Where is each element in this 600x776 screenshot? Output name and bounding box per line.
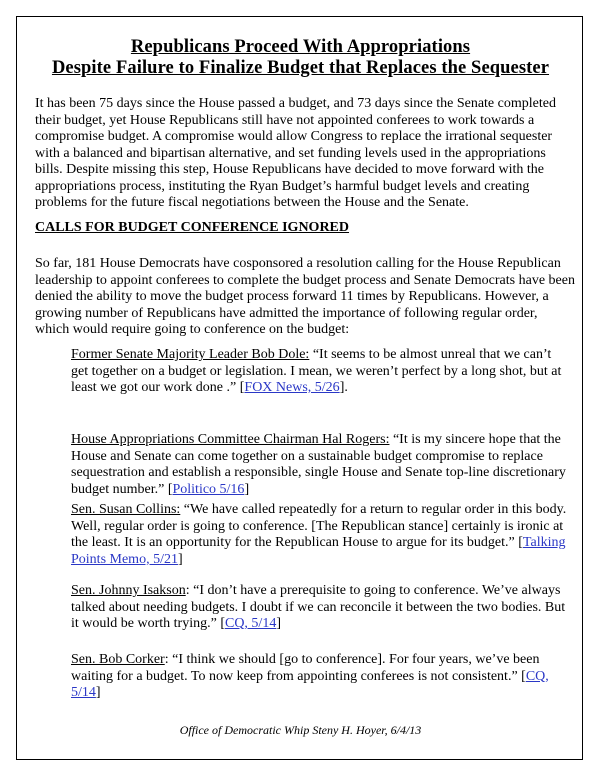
quote-hal-rogers [71, 432, 571, 498]
quote-text: “We have called repeatedly for a return to regular order in this body. Well, regular order is going to conference. [The Republican stance] certainly is ironic at the least. It is an opportunity for the Republican House to argue for its budget.” [71, 502, 567, 550]
quote-speaker: Sen. Bob Corker [71, 652, 165, 667]
quote-text: : “I think we should [go to conference]. For four years, we’ve been waiting for a budget. To now keep from appointing conferees is not consistent.” [71, 652, 540, 684]
quote-speaker: Former Senate Majority Leader Bob Dole: [71, 347, 310, 362]
section-paragraph: So far, 181 House Democrats have cosponsored a resolution calling for the House Republican leadership to appoint conferees to complete the budget process and Senate Democrats have been denied the ability to move the budget process forward 11 times by Republicans. However, a growing number of Republicans have admitted the importance of following regular order, which would require going to conference on the budget: [35, 256, 575, 337]
quote-text: “It seems to be almost unreal that we can’t get together on a budget or legislation. I mean, we weren’t perfect by a long shot, but at least we got our work done .” [71, 347, 562, 395]
footer-attribution: Office of Democratic Whip Steny H. Hoyer, 6/4/13 [179, 723, 422, 737]
source-link[interactable]: Talking Points Memo, 5/21 [71, 535, 566, 567]
quote-text: “It is my sincere hope that the House and Senate can come together on a sustainable budget compromise to replace sequestration and establish a responsible, single House and Senate top-line discretionary budget number.” [71, 432, 566, 497]
quote-susan-collins [71, 502, 571, 568]
section-heading: CALLS FOR BUDGET CONFERENCE IGNORED [35, 220, 350, 235]
quote-bracket-close: ] [276, 616, 281, 631]
quote-bob-dole [71, 347, 571, 397]
document-page [16, 16, 583, 760]
quote-speaker: House Appropriations Committee Chairman Hal Rogers: [71, 432, 390, 447]
source-link[interactable]: Politico 5/16 [172, 481, 245, 497]
intro-paragraph: It has been 75 days since the House passed a budget, and 73 days since the Senate completed their budget, yet House Republicans still have not appointed conferees to work towards a compromise budget. A compromise would allow Congress to replace the irrational sequester with a balanced and bipartisan alternative, and set funding levels used in the appropriations bills. Despite missing this step, House Republicans have decided to move forward with the appropriations process, instituting the Ryan Budget’s harmful budget levels and creating problems for the future fiscal negotiations between the House and the Senate. [35, 96, 556, 210]
quote-bracket-open: [ [521, 668, 526, 684]
source-link[interactable]: CQ, 5/14 [71, 668, 549, 700]
source-link[interactable]: FOX News, 5/26 [244, 380, 340, 395]
quote-bracket-open: [ [518, 535, 523, 550]
document-title-line-1: Republicans Proceed With Appropriations [130, 37, 471, 57]
quote-speaker: Sen. Johnny Isakson [71, 583, 186, 598]
source-link[interactable]: CQ, 5/14 [224, 616, 277, 631]
quote-bracket-close: ] [177, 551, 183, 567]
quote-text: : “I don’t have a prerequisite to going to conference. We’ve always talked about needing budgets. I doubt if we can reconcile it between the two bodies. But it would be worth trying.” [71, 583, 566, 631]
quote-bracket-close: ] [95, 685, 101, 700]
quote-speaker: Sen. Susan Collins: [71, 502, 181, 517]
quote-bob-corker [71, 652, 571, 702]
quote-bracket-open: [ [220, 616, 225, 631]
quote-johnny-isakson [71, 583, 571, 633]
quote-bracket-close: ]. [339, 380, 348, 395]
document-title-line-2: Despite Failure to Finalize Budget that Replaces the Sequester [51, 58, 550, 78]
quote-bracket-open: [ [167, 481, 173, 497]
quote-bracket-close: ] [244, 481, 250, 497]
quote-bracket-open: [ [239, 380, 245, 395]
